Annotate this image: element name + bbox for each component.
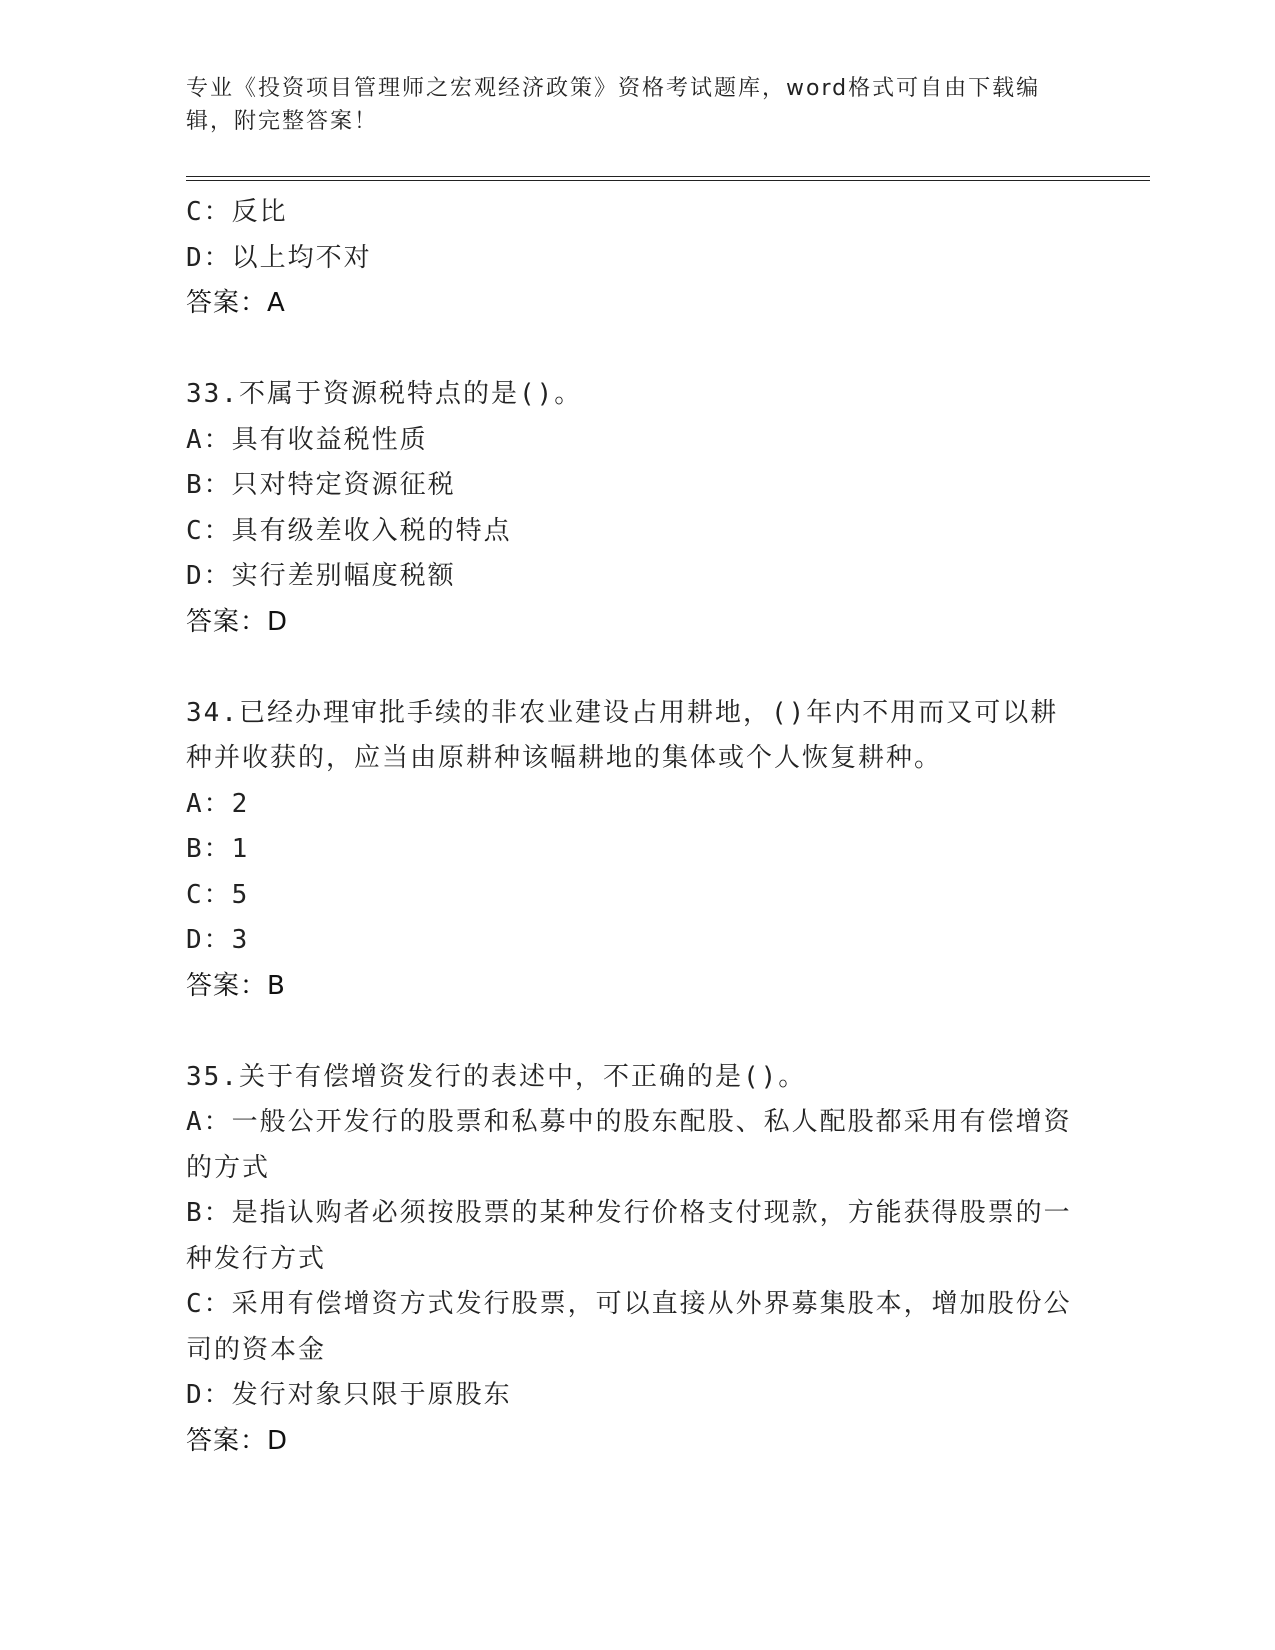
answer: 答案：B — [186, 970, 286, 1001]
option-c: C：具有级差收入税的特点 — [186, 515, 512, 546]
answer: 答案：A — [186, 288, 286, 318]
spacer — [186, 327, 1086, 373]
header-rule-bottom — [186, 180, 1150, 181]
option-d: D：实行差别幅度税额 — [186, 561, 456, 591]
document-header: 专业《投资项目管理师之宏观经济政策》资格考试题库，word格式可自由下载编辑，附完整答案！ — [186, 76, 1041, 134]
spacer — [186, 645, 1086, 691]
question-block — [186, 1055, 1086, 1465]
question-stem: 35.关于有偿增资发行的表述中，不正确的是()。 — [186, 1061, 807, 1092]
option-a: A：具有收益税性质 — [186, 424, 428, 455]
option-b: B：1 — [186, 834, 250, 864]
option-c: C：5 — [186, 879, 250, 910]
option-b: B：是指认购者必须按股票的某种发行价格支付现款，方能获得股票的一种发行方式 — [186, 1198, 1072, 1274]
question-block — [186, 691, 1086, 1010]
header-rule-top — [186, 176, 1150, 177]
option-d: D：发行对象只限于原股东 — [186, 1380, 512, 1410]
question-block — [186, 372, 1086, 645]
option-c: C：采用有偿增资方式发行股票，可以直接从外界募集股本，增加股份公司的资本金 — [186, 1289, 1072, 1365]
question-stem: 33.不属于资源税特点的是()。 — [186, 379, 583, 409]
spacer — [186, 1009, 1086, 1055]
option-d: D：以上均不对 — [186, 242, 372, 273]
option-b: B：只对特定资源征税 — [186, 470, 456, 500]
answer: 答案：D — [186, 1425, 289, 1456]
option-a: A：一般公开发行的股票和私募中的股东配股、私人配股都采用有偿增资的方式 — [186, 1107, 1072, 1183]
answer: 答案：D — [186, 606, 289, 637]
option-d: D：3 — [186, 925, 250, 955]
option-a: A：2 — [186, 788, 250, 819]
question-list — [186, 190, 1086, 1464]
question-stem: 34.已经办理审批手续的非农业建设占用耕地，()年内不用而又可以耕种并收获的，应当由原耕种该幅耕地的集体或个人恢复耕种。 — [186, 697, 1059, 773]
option-c: C：反比 — [186, 197, 288, 227]
